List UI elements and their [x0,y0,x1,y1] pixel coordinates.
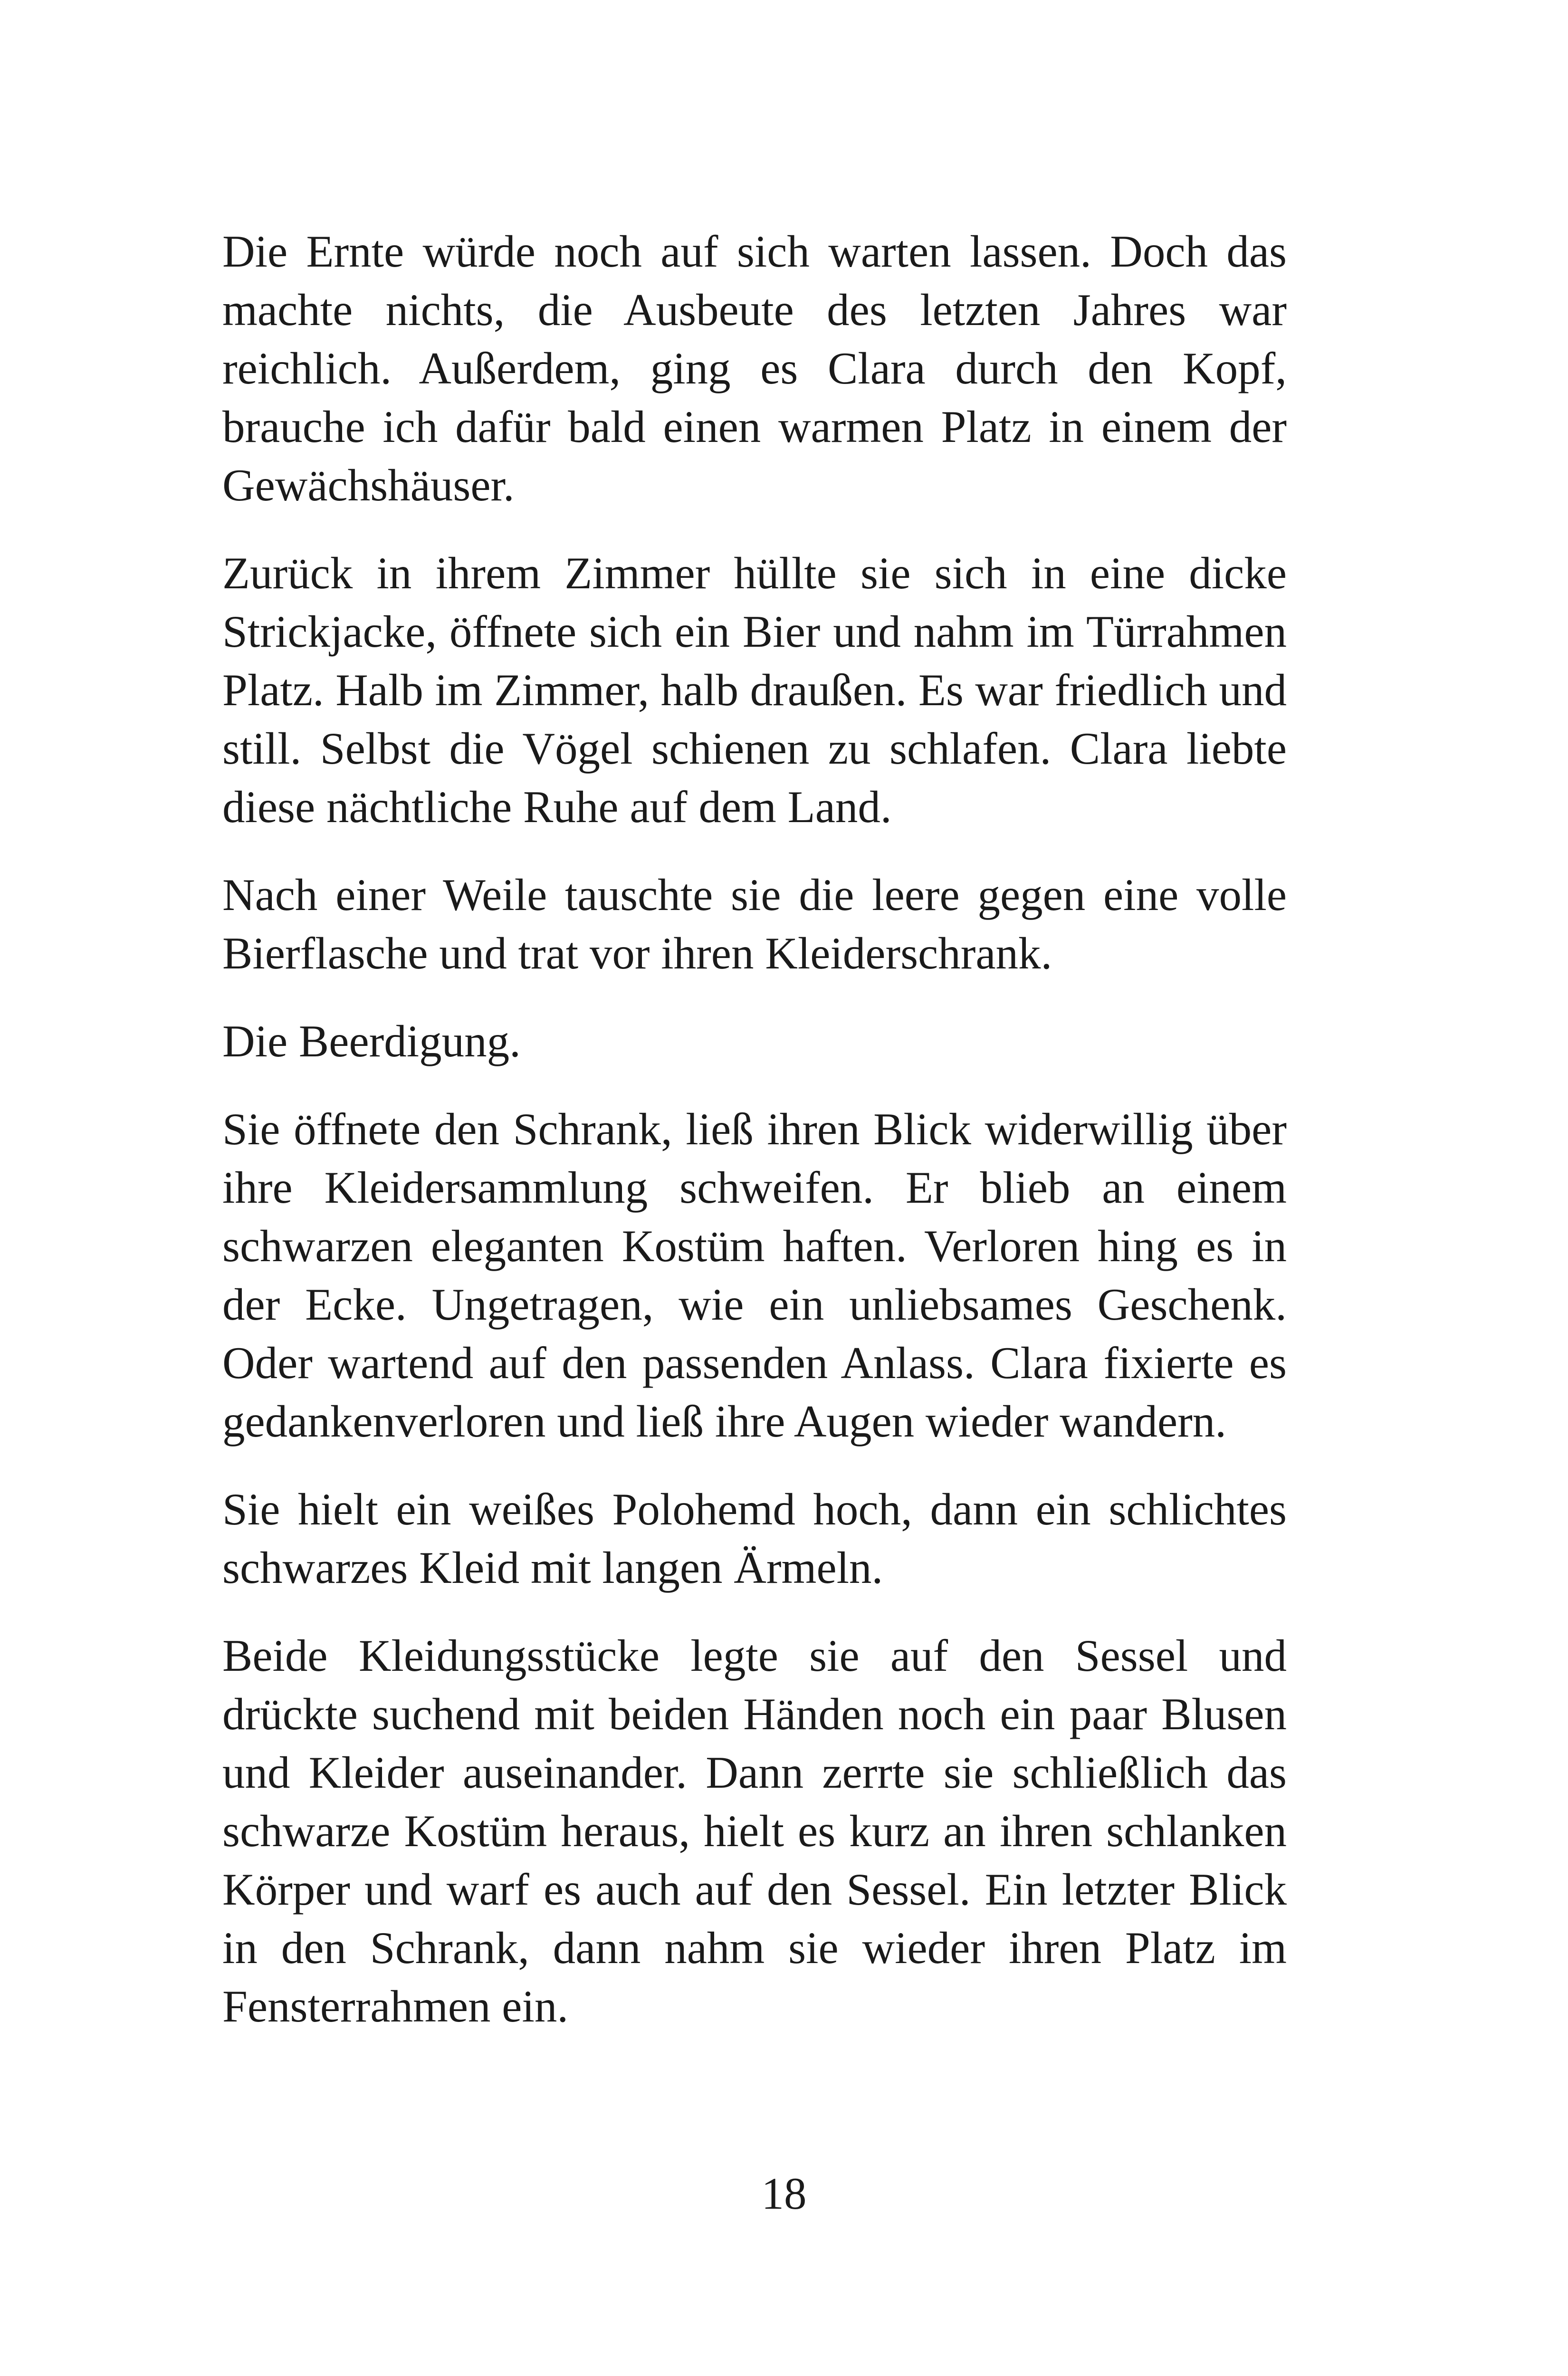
paragraph-3: Nach einer Weile tauschte sie die leere gegen eine volle Bierflasche und trat vor ihren Kleiderschrank. [222,870,1287,978]
paragraph-2: Zurück in ihrem Zimmer hüllte sie sich in eine dicke Strickjacke, öffnete sich ein Bier und nahm im Türrahmen Platz. Halb im Zimmer, halb draußen. Es war friedlich und still. Selbst die Vögel schienen zu schlafen. Clara liebte diese nächtliche Ruhe auf dem Land. [222,548,1287,832]
paragraph-7: Beide Kleidungsstücke legte sie auf den Sessel und drückte suchend mit beiden Händen noch ein paar Blusen und Kleider auseinander. Dann zerrte sie schließlich das schwarze Kostüm heraus, hielt es kurz an ihren schlanken Körper und warf es auch auf den Sessel. Ein letzter Blick in den Schrank, dann nahm sie wieder ihren Platz im Fensterrahmen ein. [222,1630,1287,2031]
body-text [222,222,1287,2065]
page-number: 18 [761,2168,807,2219]
paragraph-4: Die Beerdigung. [222,1016,521,1066]
paragraph-6: Sie hielt ein weißes Polohemd hoch, dann ein schlichtes schwarzes Kleid mit langen Ärmeln. [222,1484,1287,1593]
paragraph-1: Die Ernte würde noch auf sich warten lassen. Doch das machte nichts, die Ausbeute des letzten Jahres war reichlich. Außerdem, ging es Clara durch den Kopf, brauche ich dafür bald einen warmen Platz in einem der Gewächshäuser. [222,226,1287,510]
paragraph-5: Sie öffnete den Schrank, ließ ihren Blick widerwillig über ihre Kleidersammlung schweifen. Er blieb an einem schwarzen eleganten Kostüm haften. Verloren hing es in der Ecke. Ungetragen, wie ein unliebsames Geschenk. Oder wartend auf den passenden Anlass. Clara fixierte es gedankenverloren und ließ ihre Augen wieder wandern. [222,1104,1287,1447]
